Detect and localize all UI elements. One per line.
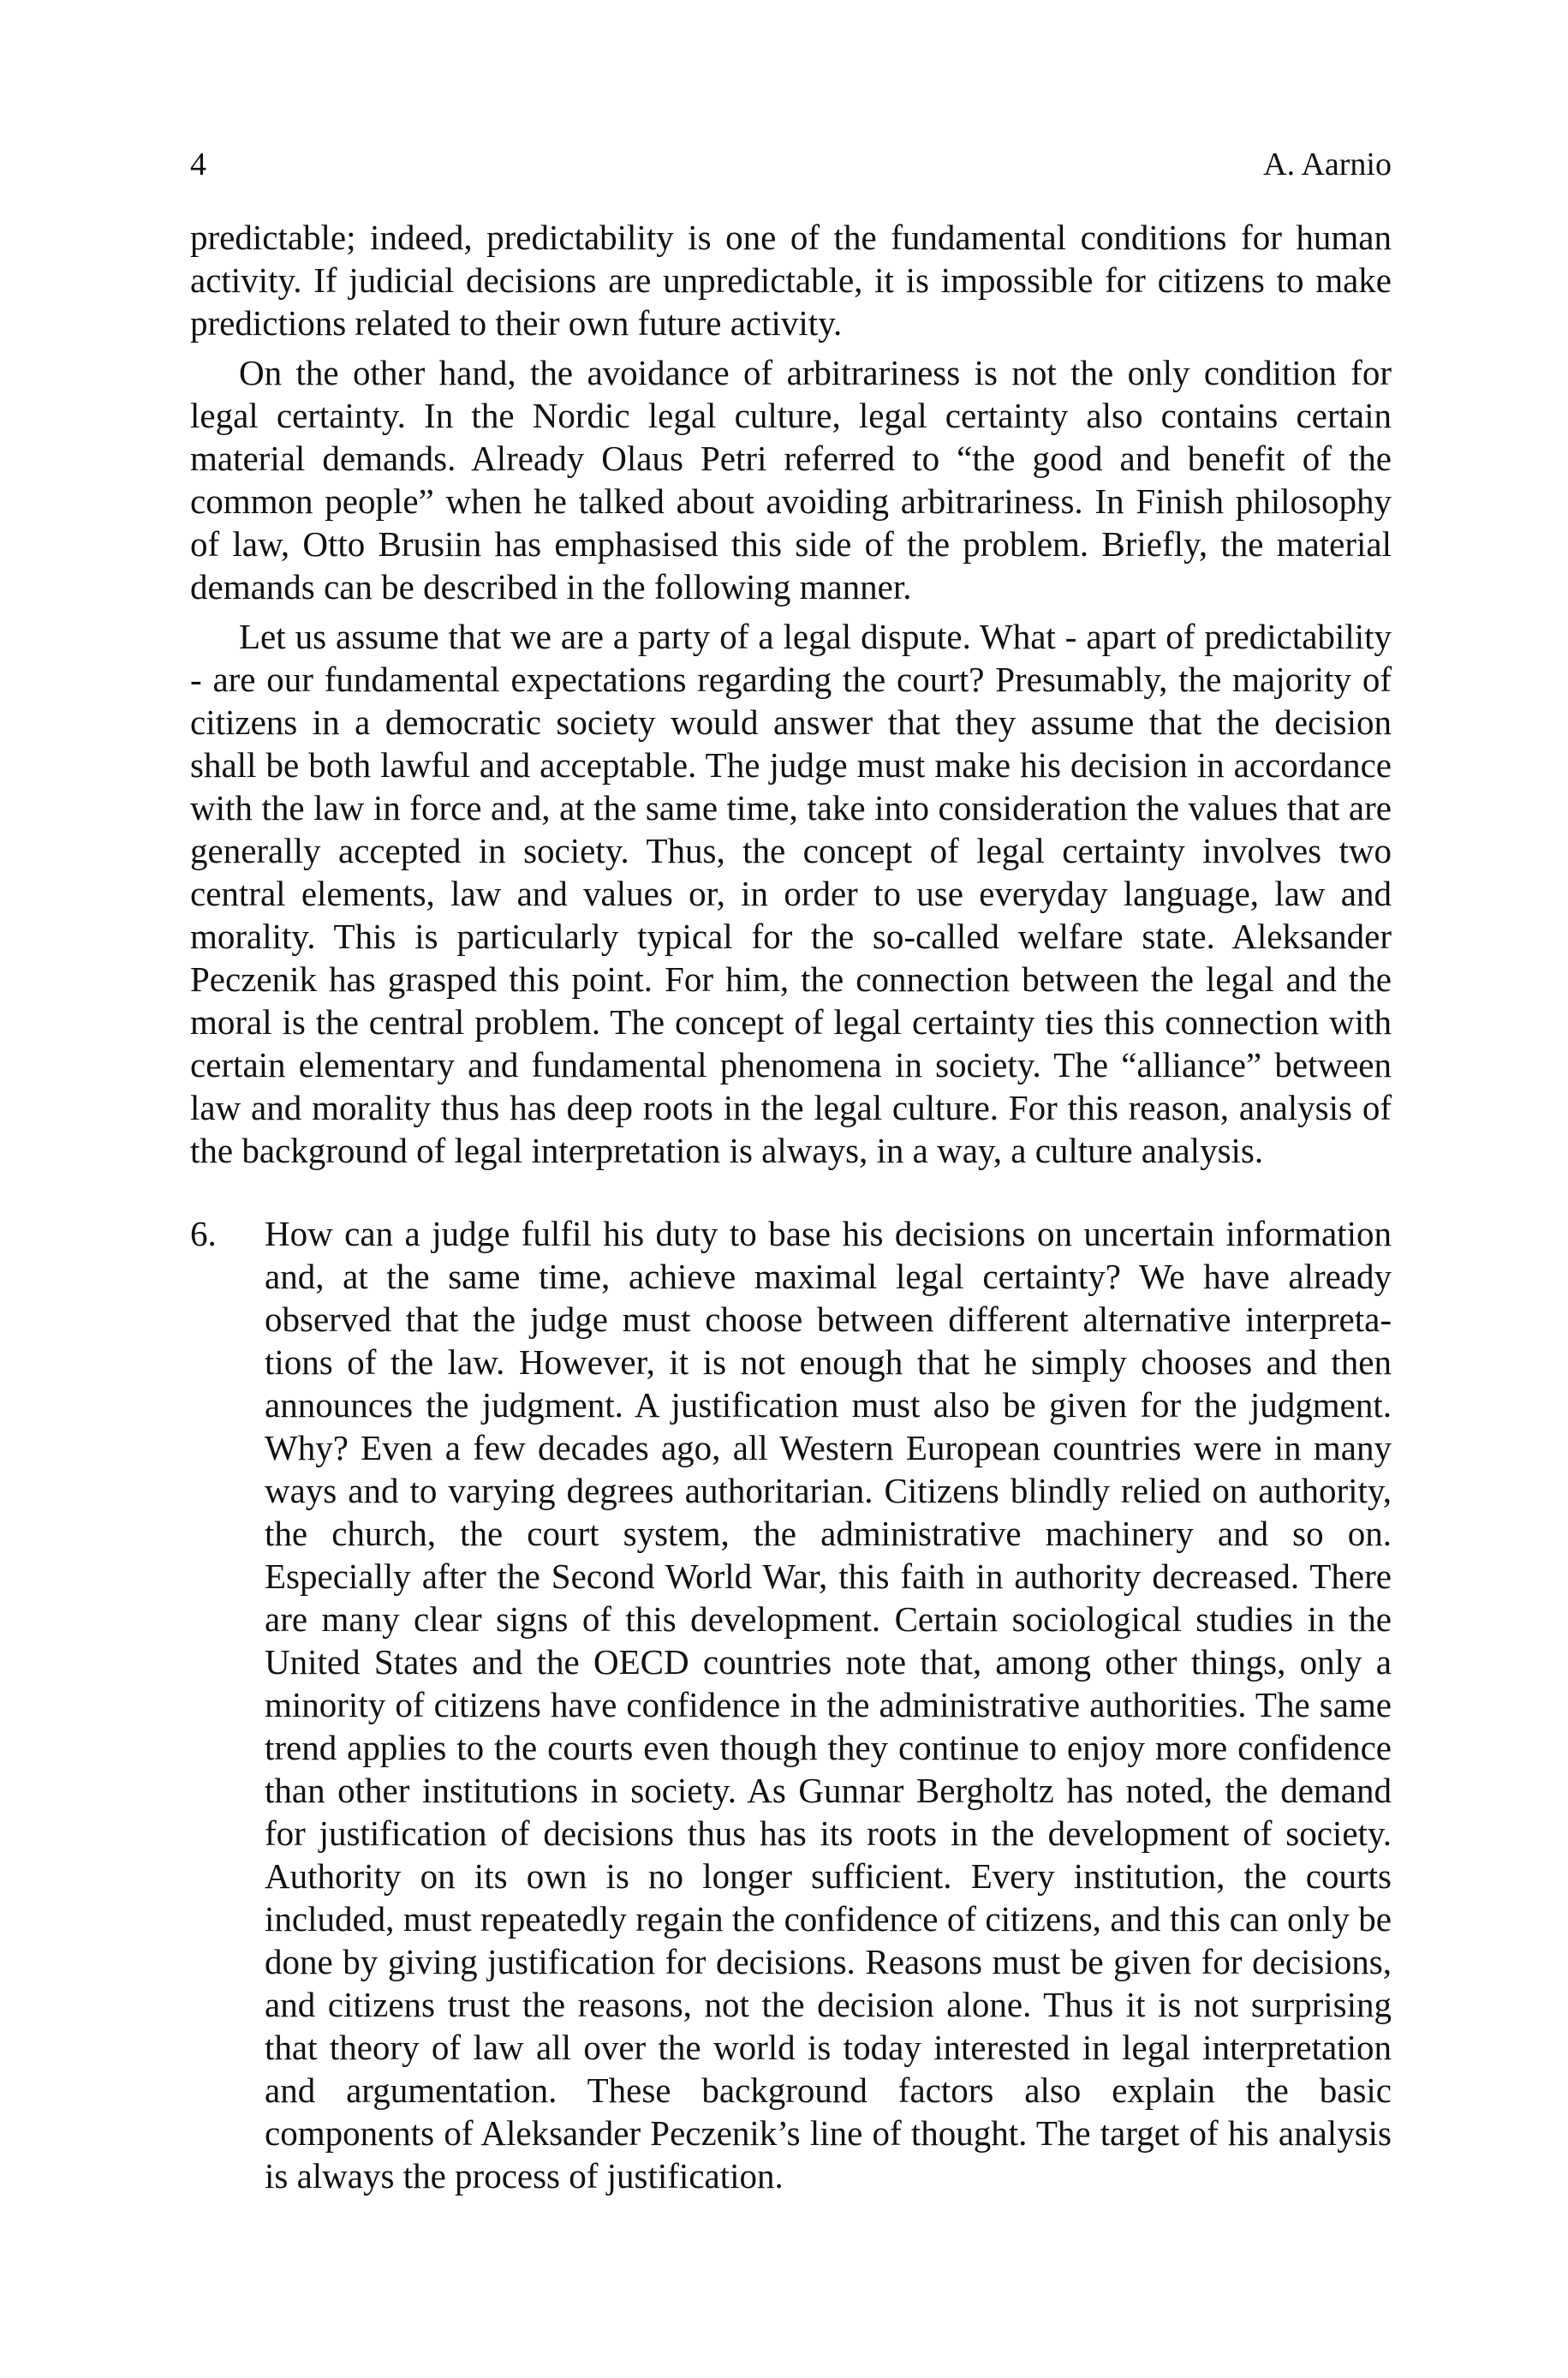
- book-page: [190, 146, 1392, 2197]
- page-number: 4: [190, 146, 206, 182]
- section-text: How can a judge fulfil his duty to base his decisions on uncertain information and, at the same time, achieve maximal legal certainty? We have already observed that the judge must choose between different alternative interpretations of the law. However, it is not enough that he simply chooses and then announces the judgment. A justification must also be given for the judgment. Why? Even a few decades ago, all Western European countries were in many ways and to varying degrees authoritarian. Citizens blindly relied on authority, the church, the court system, the administrative machinery and so on. Especially after the Second World War, this faith in authority decreased. There are many clear signs of this development. Certain sociological studies in the United States and the OECD countries note that, among other things, only a minority of citizens have confidence in the administrative authorities. The same trend applies to the courts even though they continue to enjoy more confidence than other institutions in society. As Gunnar Bergholtz has noted, the demand for justification of decisions thus has its roots in the development of society. Authority on its own is no longer sufficient. Every institution, the courts included, must repeatedly regain the confidence of citizens, and this can only be done by giving justification for decisions. Reasons must be given for decisions, and citizens trust the reasons, not the decision alone. Thus it is not surprising that theory of law all over the world is today interested in legal interpretation and argumentation. These background factors also explain the basic components of Aleksander Peczenik’s line of thought. The target of his analysis is always the process of justification.: [265, 1214, 1392, 2196]
- running-head-author: A. Aarnio: [1263, 146, 1392, 182]
- page-header: [190, 146, 1392, 183]
- paragraph: On the other hand, the avoidance of arbitrariness is not the only condition for legal certainty. In the Nordic legal culture, legal certainty also contains certain material demands. Already Olaus Petri referred to “the good and benefit of the common people” when he talked about avoiding arbitrariness. In Finish philosophy of law, Otto Brusiin has emphasised this side of the problem. Briefly, the material demands can be described in the following manner.: [190, 353, 1392, 606]
- section-number: 6.: [190, 1214, 217, 1253]
- body-text: [190, 216, 1392, 2197]
- numbered-section: [190, 1212, 1392, 2197]
- paragraph: Let us assume that we are a party of a legal dispute. What - apart of predictability - are our fundamental expectations regarding the court? Presumably, the majority of citizens in a democratic society would answer that they assume that the decision shall be both lawful and acceptable. The judge must make his decision in accordance with the law in force and, at the same time, take into consideration the values that are generally accepted in society. Thus, the concept of legal certainty involves two central elements, law and values or, in order to use everyday language, law and morality. This is particularly typical for the so-called welfare state. Aleksander Peczenik has grasped this point. For him, the connection between the legal and the moral is the central problem. The concept of legal certainty ties this connection with certain elementary and fundamental phenomena in society. The “alliance” between law and morality thus has deep roots in the legal culture. For this reason, analysis of the background of legal interpretation is always, in a way, a culture analysis.: [190, 617, 1392, 1170]
- paragraph: predictable; indeed, predictability is one of the fundamental conditions for human activity. If judicial decisions are unpredictable, it is impossible for citizens to make predictions related to their own future activity.: [190, 218, 1392, 343]
